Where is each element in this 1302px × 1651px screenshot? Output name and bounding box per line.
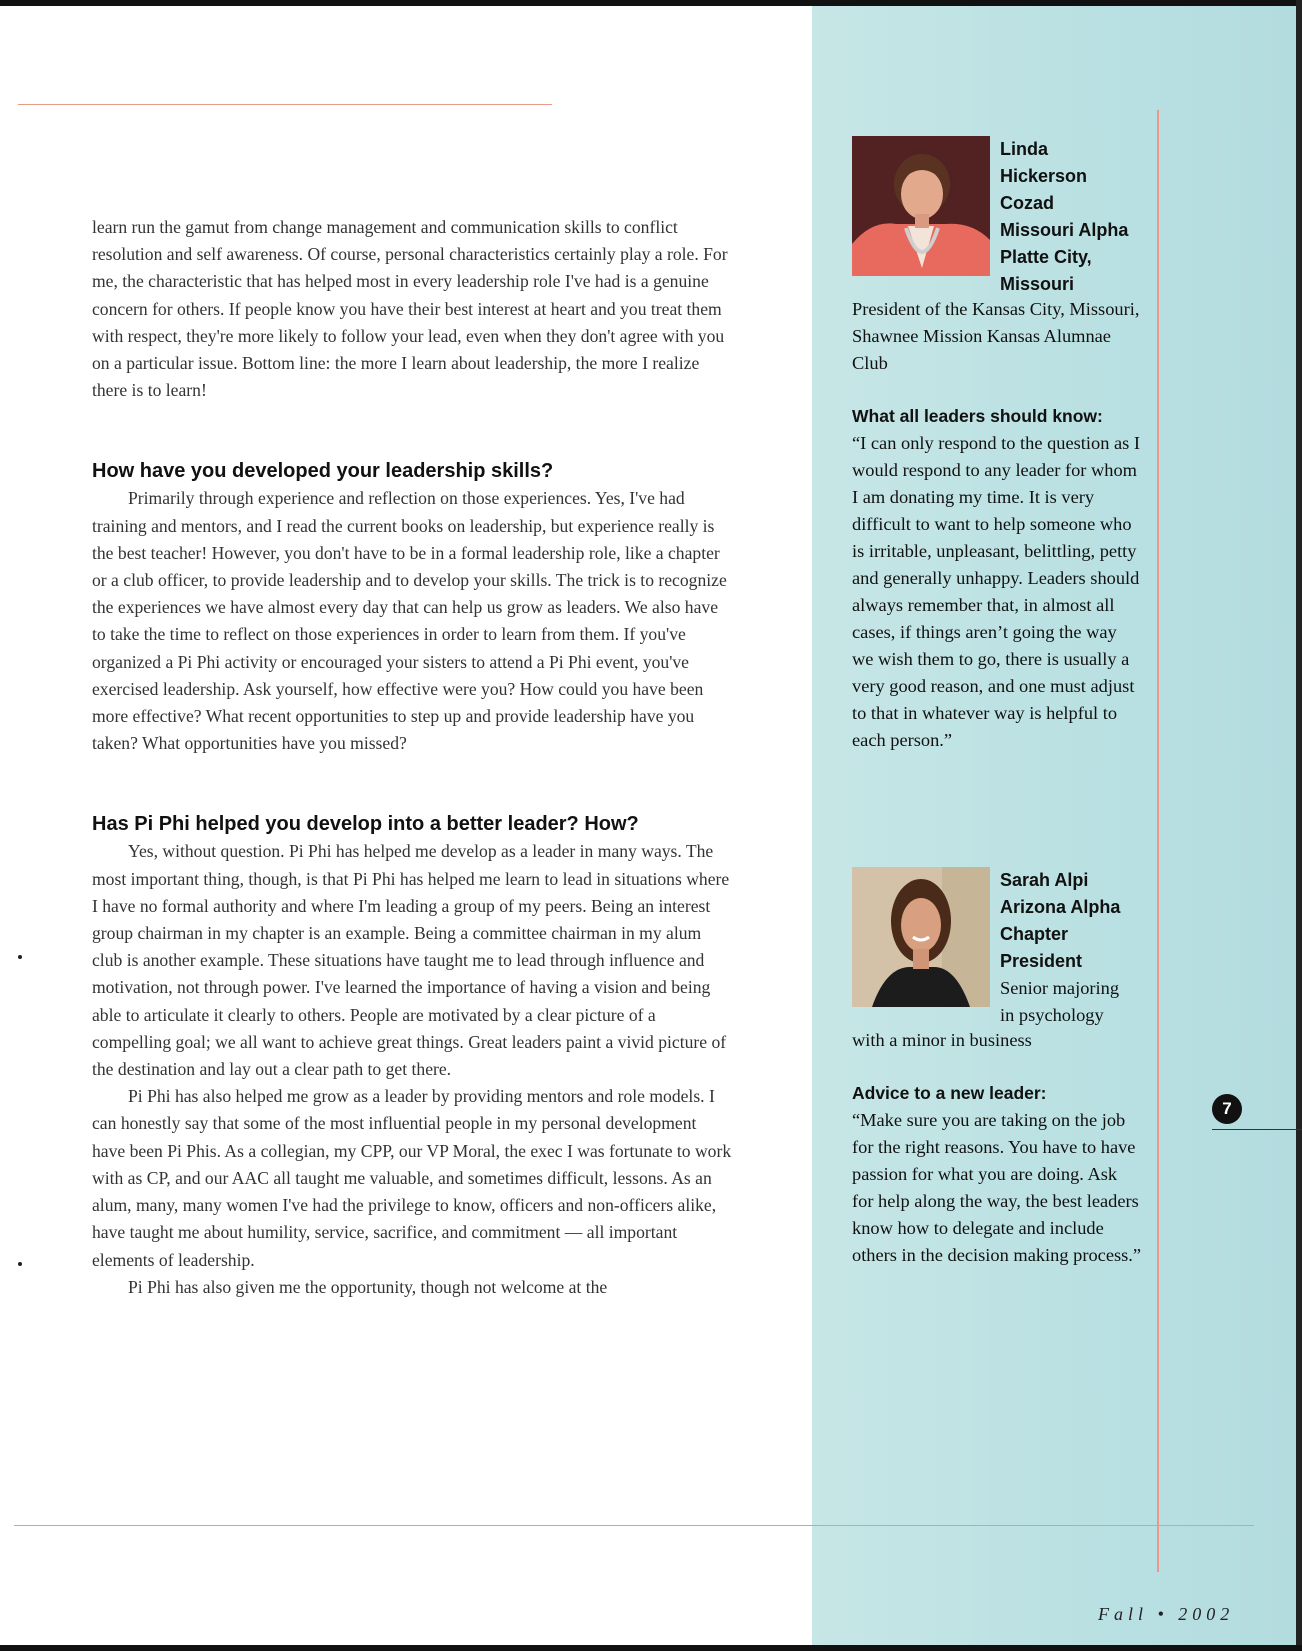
answer-paragraph-3: Pi Phi has also helped me grow as a leader by providing mentors and role models. I can honestly say that some of the most influential people in my personal development have been Pi Phis. As a collegian, my CPP, our VP Moral, the exec I was fortunate to work with as CP, and our AAC all taught me valuable, and sometimes difficult, lessons. As an alum, many, many women I've had the privilege to know, officers and non-officers alike, have taught me about humility, service, sacrifice, and commitment — all important elements of leadership.: [92, 1086, 732, 1270]
profile-linda-cozad: [852, 136, 1142, 754]
intro-paragraph: learn run the gamut from change management and communication skills to conflict resolution and self awareness. Of course, personal characteristics certainly play a role. For me, the characteristic that has helped most in every leadership role I've had is a genuine concern for others. If people know you have their best interest at heart and you treat them with respect, they're more likely to follow your lead, even when they don't agree with you on a particular issue. Bottom line: the more I learn about leadership, the more I realize there is to learn!: [92, 217, 728, 401]
sidebar-quote-1: “I can only respond to the question as I would respond to any leader for whom I am donating my time. It is very difficult to want to help someone who is irritable, unpleasant, belittling, petty and generally unhappy. Leaders should always remember that, in almost all cases, if things aren’t going the way we wish them to go, there is usually a very good reason, and one must adjust to that in whatever way is helpful to each person.”: [852, 433, 1141, 750]
issue-label: Fall • 2002: [1098, 1604, 1235, 1624]
profile-role-line: Senior majoring: [1000, 978, 1120, 998]
answer-paragraph-2: Yes, without question. Pi Phi has helped me develop as a leader in many ways. The most important thing, though, is that Pi Phi has helped me learn to lead in situations where I have no formal authority and where I'm leading a group of my peers. Being an interest group chairman in my chapter is an example. Being a committee chairman in my alum club is another example. These situations have taught me to lead through influence and motivation, not through power. I've learned the importance of having a vision and being able to articulate it clearly to others. People are motivated by a clear picture of a compelling goal; we all want to achieve great things. Great leaders paint a vivid picture of the destination and lay out a clear path to get there.: [92, 841, 730, 1080]
page-edge-right: [1296, 0, 1302, 1651]
article-column: [92, 214, 732, 1301]
sidebar-quote-2: “Make sure you are taking on the job for the right reasons. You have to have passion for what you are doing. Ask for help along the way, the best leaders know how to delegate and include others in the decision making process.”: [852, 1110, 1142, 1265]
answer-paragraph-4: Pi Phi has also given me the opportunity, though not welcome at the: [128, 1276, 608, 1297]
question-heading-2: Has Pi Phi helped you develop into a better leader? How?: [92, 813, 639, 836]
page-edge-bottom: [0, 1645, 1302, 1651]
profile-name-line: Chapter: [1000, 924, 1069, 944]
page-edge-top: [0, 0, 1302, 6]
profile-name-line: Missouri: [1000, 274, 1075, 294]
profile-name-line: President: [1000, 951, 1083, 971]
bottom-rule: [14, 1525, 1254, 1526]
portrait-photo-linda: [852, 136, 990, 276]
answer-paragraph-1: Primarily through experience and reflection on those experiences. Yes, I've had training and mentors, and I read the current books on leadership, but experience really is the best teacher! However, you don't have to be in a formal leadership role, like a chapter or a club officer, to provide leadership and to develop your skills. The trick is to recognize the experiences we have almost every day that can help us grow as leaders. We also have to take the time to reflect on those experiences in order to learn from them. If you've organized a Pi Phi activity or encouraged your sisters to attend a Pi Phi event, you've exercised leadership. Ask yourself, how effective were you? How could you have been more effective? What recent opportunities to step up and provide leadership have you taken? What opportunities have you missed?: [92, 488, 727, 754]
portrait-photo-sarah: [852, 867, 990, 1007]
profile-name-line: Arizona Alpha: [1000, 897, 1121, 917]
profile-role: President of the Kansas City, Missouri, Shawnee Mission Kansas Alumnae Club: [852, 299, 1140, 373]
profile-name-line: Hickerson: [1000, 166, 1088, 186]
sidebar-vertical-rule: [1157, 110, 1159, 1572]
top-rule: [18, 104, 552, 105]
question-heading-1: How have you developed your leadership skills?: [92, 460, 554, 483]
profile-name-line: Linda: [1000, 139, 1048, 159]
profile-name-line: Sarah Alpi: [1000, 870, 1089, 890]
page-number: 7: [1212, 1094, 1242, 1124]
sidebar-heading-1: What all leaders should know:: [852, 406, 1103, 426]
profile-name-block: [1000, 136, 1128, 298]
profile-role-tail: with a minor in business: [852, 1030, 1032, 1050]
profile-role-line: in psychology: [1000, 1005, 1104, 1025]
sidebar-heading-2: Advice to a new leader:: [852, 1083, 1047, 1103]
profile-name-line: Missouri Alpha: [1000, 220, 1129, 240]
page-number-rule: [1212, 1129, 1302, 1130]
profile-name-line: Cozad: [1000, 193, 1054, 213]
profile-name-block: [1000, 867, 1120, 1029]
margin-mark: [18, 955, 22, 959]
profile-name-line: Platte City,: [1000, 247, 1092, 267]
profile-sarah-alpi: [852, 867, 1142, 1269]
margin-mark: [18, 1262, 22, 1266]
